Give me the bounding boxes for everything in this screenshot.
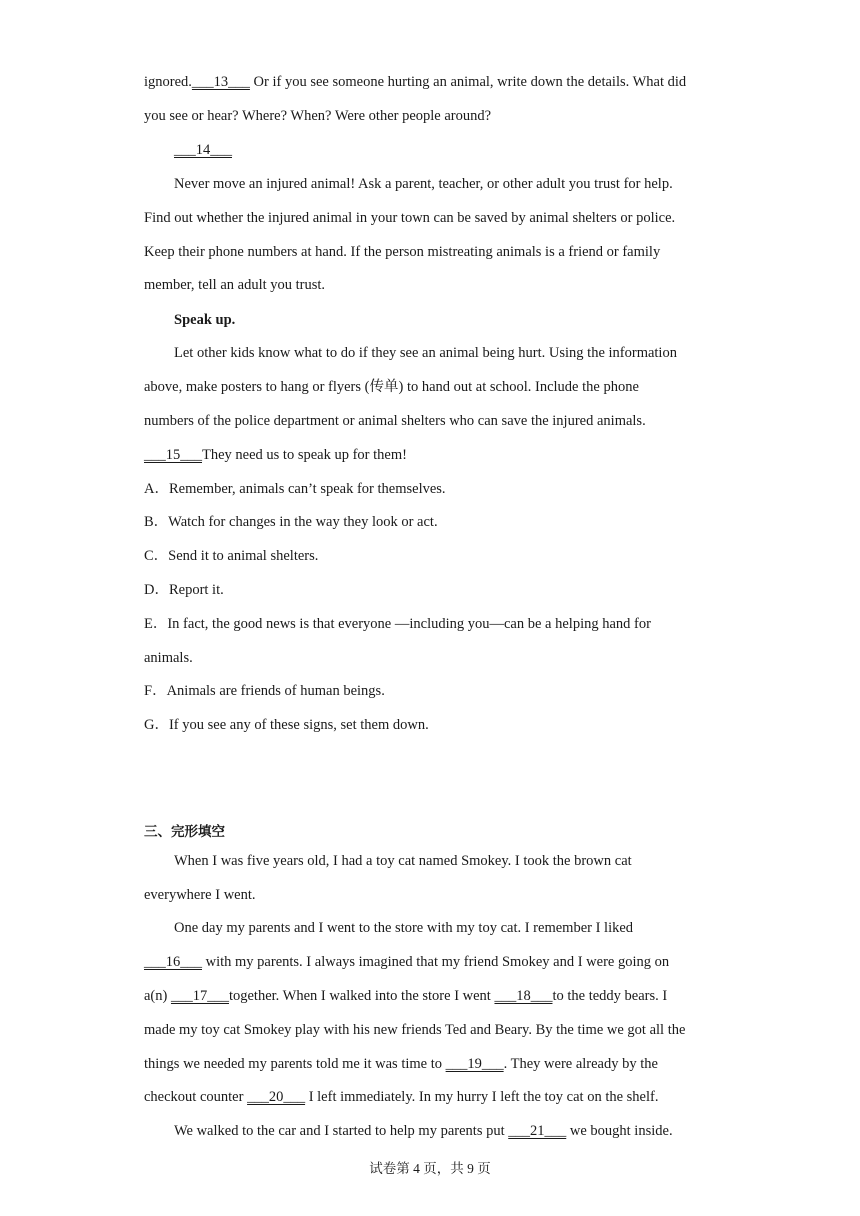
passage-line: member, tell an adult you trust. [144, 277, 326, 293]
passage-line: a(n) ___17___together. When I walked into the store I went ___18___to the teddy bears. I [144, 988, 668, 1004]
passage-line: We walked to the car and I started to help my parents put ___21___ we bought inside. [174, 1123, 673, 1139]
option-e: E．In fact, the good news is that everyone —including you—can be a helping hand for [144, 616, 651, 632]
passage-line: above, make posters to hang or flyers (传单) to hand out at school. Include the phone [144, 379, 639, 395]
passage-line: you see or hear? Where? When? Were other people around? [144, 108, 492, 124]
passage-line: One day my parents and I went to the store with my toy cat. I remember I liked [174, 920, 634, 936]
page-footer: 试卷第 4 页，共 9 页 [369, 1161, 491, 1176]
passage-line: Never move an injured animal! Ask a parent, teacher, or other adult you trust for help. [174, 176, 673, 192]
passage-line: ignored.___13___ Or if you see someone hurting an animal, write down the details. What did [144, 74, 687, 90]
blank-19: ___19___ [445, 1056, 504, 1072]
option-b: B．Watch for changes in the way they look or act. [144, 514, 438, 530]
passage-line: ___15___They need us to speak up for them! [144, 447, 407, 463]
blank-21: ___21___ [508, 1123, 567, 1139]
option-e-cont: animals. [144, 650, 193, 666]
blank-13: ___13___ [191, 74, 250, 90]
passage-line: checkout counter ___20___ I left immediately. In my hurry I left the toy cat on the shelf. [144, 1089, 659, 1105]
passage-line: Let other kids know what to do if they see an animal being hurt. Using the information [174, 345, 677, 361]
passage-line: ___16___ with my parents. I always imagined that my friend Smokey and I were going on [144, 954, 670, 970]
blank-18: ___18___ [494, 988, 553, 1004]
blank-20: ___20___ [247, 1089, 306, 1105]
passage-line: numbers of the police department or animal shelters who can save the injured animals. [144, 413, 646, 429]
section-title: 三、完形填空 [144, 824, 225, 840]
option-c: C．Send it to animal shelters. [144, 548, 319, 564]
passage-line: everywhere I went. [144, 887, 256, 903]
passage-line: Keep their phone numbers at hand. If the person mistreating animals is a friend or family [144, 244, 661, 260]
passage-line: things we needed my parents told me it was time to ___19___. They were already by the [144, 1056, 658, 1072]
blank-17: ___17___ [170, 988, 229, 1004]
blank-16: ___16___ [144, 954, 202, 970]
blank-15: ___15___ [144, 447, 202, 463]
passage-line: Find out whether the injured animal in your town can be saved by animal shelters or police. [144, 210, 676, 226]
option-d: D．Report it. [144, 582, 224, 598]
blank-14: ___14___ [174, 142, 232, 158]
passage-line: When I was five years old, I had a toy cat named Smokey. I took the brown cat [174, 853, 632, 869]
subheading: Speak up. [174, 312, 236, 328]
option-g: G．If you see any of these signs, set them down. [144, 717, 429, 733]
option-a: A．Remember, animals can’t speak for themselves. [144, 481, 446, 497]
option-f: F．Animals are friends of human beings. [144, 683, 385, 699]
passage-line: made my toy cat Smokey play with his new friends Ted and Beary. By the time we got all the [144, 1022, 686, 1038]
